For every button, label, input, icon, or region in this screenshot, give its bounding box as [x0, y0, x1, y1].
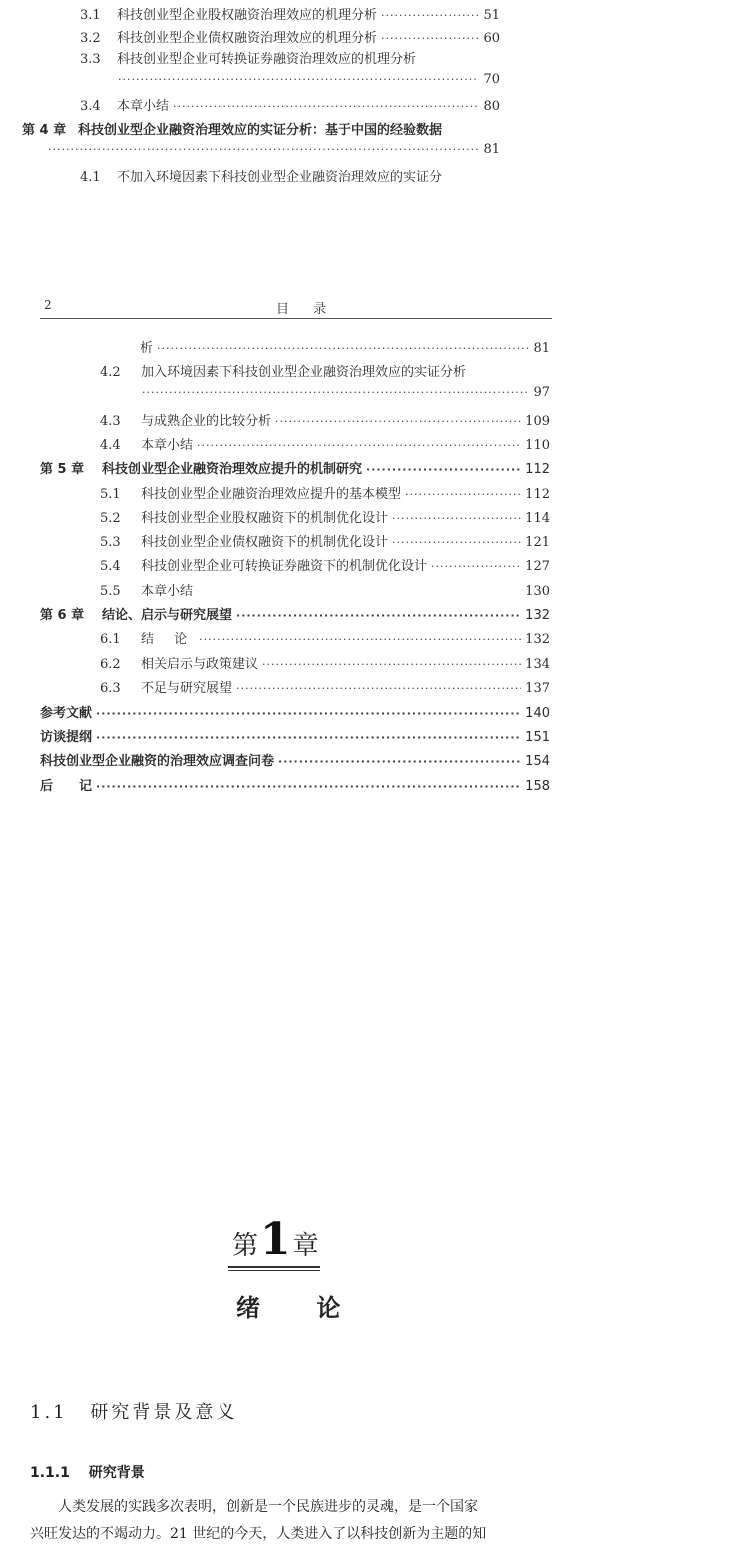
toc-references — [40, 702, 550, 721]
toc-entry-page: 97 — [533, 385, 550, 400]
toc-entry-page: 130 — [525, 584, 550, 599]
toc-entry-5-4 — [100, 555, 550, 574]
toc-entry-page: 158 — [525, 779, 550, 794]
toc-entry-6-2 — [100, 653, 550, 672]
toc-entry-title: 科技创业型企业债权融资治理效应的机理分析 — [117, 31, 378, 46]
toc-entry-6-1 — [100, 628, 550, 647]
toc-entry-3-3-cont — [118, 72, 500, 87]
toc-entry-page: 137 — [525, 681, 550, 696]
toc-chapter-title: 科技创业型企业融资治理效应提升的机制研究 — [102, 462, 363, 477]
toc-chapter-title: 结论、启示与研究展望 — [102, 608, 233, 623]
toc-leader-dots — [173, 100, 479, 113]
toc-entry-title: 科技创业型企业融资治理效应提升的基本模型 — [141, 487, 402, 502]
toc-leader-dots — [236, 609, 521, 622]
section-number: 1.1 — [30, 1402, 68, 1423]
toc-entry-number: 5.5 — [100, 584, 121, 599]
toc-entry-title: 本章小结 — [141, 438, 194, 453]
toc-entry-number: 6.3 — [100, 681, 121, 696]
toc-entry-3-3 — [80, 48, 500, 67]
toc-entry-number: 3.2 — [80, 31, 101, 46]
toc-entry-page: 81 — [483, 142, 500, 157]
toc-leader-dots — [118, 73, 479, 86]
section-title: 研究背景及意义 — [90, 1402, 238, 1423]
toc-entry-page: 151 — [525, 730, 550, 745]
toc-leader-dots — [199, 633, 521, 646]
toc-entry-3-1 — [80, 4, 500, 23]
subsection-title: 研究背景 — [88, 1465, 145, 1481]
toc-entry-title: 不加入环境因素下科技创业型企业融资治理效应的实证分 — [117, 170, 443, 185]
toc-leader-dots — [381, 32, 479, 45]
chapter-rule-bottom — [228, 1270, 320, 1271]
toc-leader-dots — [275, 415, 521, 428]
toc-chapter-4 — [22, 119, 500, 138]
toc-entry-title: 科技创业型企业可转换证券融资下的机制优化设计 — [141, 559, 428, 574]
toc-chapter-number: 第 6 章 — [40, 608, 85, 623]
toc-entry-title: 与成熟企业的比较分析 — [141, 414, 272, 429]
toc-entry-number: 3.4 — [80, 99, 101, 114]
toc-leader-dots — [381, 9, 479, 22]
toc-entry-page: 60 — [483, 31, 500, 46]
subsection-heading — [30, 1462, 145, 1482]
toc-leader-dots — [96, 780, 521, 793]
toc-entry-number: 6.1 — [100, 632, 121, 647]
toc-leader-dots — [157, 342, 529, 355]
body-paragraph — [30, 1494, 530, 1548]
toc-leader-dots — [392, 536, 521, 549]
toc-entry-5-3 — [100, 531, 550, 550]
toc-entry-page: 132 — [525, 632, 550, 647]
toc-entry-page: 154 — [525, 754, 550, 769]
toc-entry-number: 4.4 — [100, 438, 121, 453]
toc-entry-number: 6.2 — [100, 657, 121, 672]
toc-leader-dots — [431, 560, 521, 573]
chapter-rule-top — [228, 1266, 320, 1268]
toc-leader-dots — [392, 512, 521, 525]
toc-entry-title: 科技创业型企业股权融资下的机制优化设计 — [141, 511, 389, 526]
toc-entry-number: 4.3 — [100, 414, 121, 429]
toc-entry-number: 5.1 — [100, 487, 121, 502]
toc-entry-number: 5.4 — [100, 559, 121, 574]
toc-entry-4-2 — [100, 361, 550, 380]
toc-entry-title: 科技创业型企业可转换证券融资治理效应的机理分析 — [117, 52, 417, 67]
toc-entry-number: 3.3 — [80, 52, 101, 67]
toc-entry-4-2-cont — [142, 385, 550, 400]
header-rule — [40, 318, 552, 319]
toc-leader-dots — [96, 731, 521, 744]
toc-entry-page: 132 — [525, 608, 550, 623]
chapter-prefix: 第 — [232, 1231, 259, 1261]
toc-entry-title: 本章小结 — [141, 584, 194, 599]
toc-leader-dots — [405, 488, 521, 501]
toc-afterword — [40, 775, 550, 794]
toc-entry-page: 109 — [525, 414, 550, 429]
toc-leader-dots — [278, 755, 521, 768]
toc-entry-4-4 — [100, 434, 550, 453]
toc-chapter-4-cont — [48, 142, 500, 157]
toc-entry-title: 科技创业型企业债权融资下的机制优化设计 — [141, 535, 389, 550]
toc-entry-title: 科技创业型企业融资的治理效应调查问卷 — [40, 754, 275, 769]
toc-entry-page: 51 — [483, 8, 500, 23]
toc-entry-5-1 — [100, 483, 550, 502]
toc-entry-number: 5.2 — [100, 511, 121, 526]
toc-entry-page: 127 — [525, 559, 550, 574]
toc-entry-title: 本章小结 — [117, 99, 170, 114]
toc-entry-number: 3.1 — [80, 8, 101, 23]
toc-entry-title: 后 记 — [40, 779, 93, 794]
toc-entry-5-5 — [100, 580, 550, 599]
toc-entry-title: 参考文献 — [40, 706, 93, 721]
toc-leader-dots — [236, 682, 521, 695]
chapter-heading — [232, 1214, 319, 1265]
toc-entry-title: 加入环境因素下科技创业型企业融资治理效应的实证分析 — [141, 365, 467, 380]
toc-chapter-5 — [40, 458, 550, 477]
toc-entry-page: 112 — [525, 487, 550, 502]
toc-entry-title: 析 — [140, 341, 154, 356]
toc-entry-page: 121 — [525, 535, 550, 550]
toc-entry-title: 不足与研究展望 — [141, 681, 233, 696]
toc-entry-page: 114 — [525, 511, 550, 526]
toc-entry-6-3 — [100, 677, 550, 696]
toc-entry-page: 140 — [525, 706, 550, 721]
chapter-suffix: 章 — [292, 1231, 319, 1261]
toc-entry-page: 134 — [525, 657, 550, 672]
toc-leader-dots — [96, 707, 521, 720]
toc-entry-title: 访谈提纲 — [40, 730, 93, 745]
paragraph-line: 人类发展的实践多次表明，创新是一个民族进步的灵魂，是一个国家 — [58, 1499, 478, 1515]
toc-leader-dots — [48, 143, 479, 156]
toc-leader-dots — [197, 439, 521, 452]
toc-entry-3-4 — [80, 95, 500, 114]
toc-entry-5-2 — [100, 507, 550, 526]
toc-entry-page: 81 — [533, 341, 550, 356]
toc-entry-number: 4.1 — [80, 170, 101, 185]
toc-entry-4-1-cont — [140, 337, 550, 356]
toc-entry-page: 70 — [483, 72, 500, 87]
header-page-number: 2 — [44, 298, 52, 312]
toc-interview-outline — [40, 726, 550, 745]
toc-entry-page: 80 — [483, 99, 500, 114]
toc-chapter-number: 第 4 章 — [22, 123, 67, 138]
toc-chapter-number: 第 5 章 — [40, 462, 85, 477]
toc-entry-3-2 — [80, 27, 500, 46]
toc-entry-title: 科技创业型企业股权融资治理效应的机理分析 — [117, 8, 378, 23]
toc-leader-dots — [366, 463, 521, 476]
toc-entry-4-3 — [100, 410, 550, 429]
toc-entry-4-1 — [80, 166, 500, 185]
toc-entry-number: 4.2 — [100, 365, 121, 380]
toc-leader-dots — [142, 386, 529, 399]
toc-entry-page: 110 — [525, 438, 550, 453]
toc-leader-dots — [262, 658, 521, 671]
header-title: 目 录 — [276, 302, 337, 317]
chapter-title: 绪 论 — [236, 1294, 365, 1322]
toc-questionnaire — [40, 750, 550, 769]
chapter-number: 1 — [260, 1214, 291, 1265]
toc-chapter-6 — [40, 604, 550, 623]
toc-chapter-title: 科技创业型企业融资治理效应的实证分析：基于中国的经验数据 — [78, 123, 443, 138]
toc-entry-number: 5.3 — [100, 535, 121, 550]
toc-entry-title: 结 论 — [141, 632, 196, 647]
toc-entry-title: 相关启示与政策建议 — [141, 657, 259, 672]
toc-entry-page: 112 — [525, 462, 550, 477]
section-heading — [30, 1398, 237, 1424]
paragraph-line: 兴旺发达的不竭动力。21 世纪的今天，人类进入了以科技创新为主题的知 — [30, 1526, 487, 1542]
subsection-number: 1.1.1 — [30, 1465, 70, 1481]
